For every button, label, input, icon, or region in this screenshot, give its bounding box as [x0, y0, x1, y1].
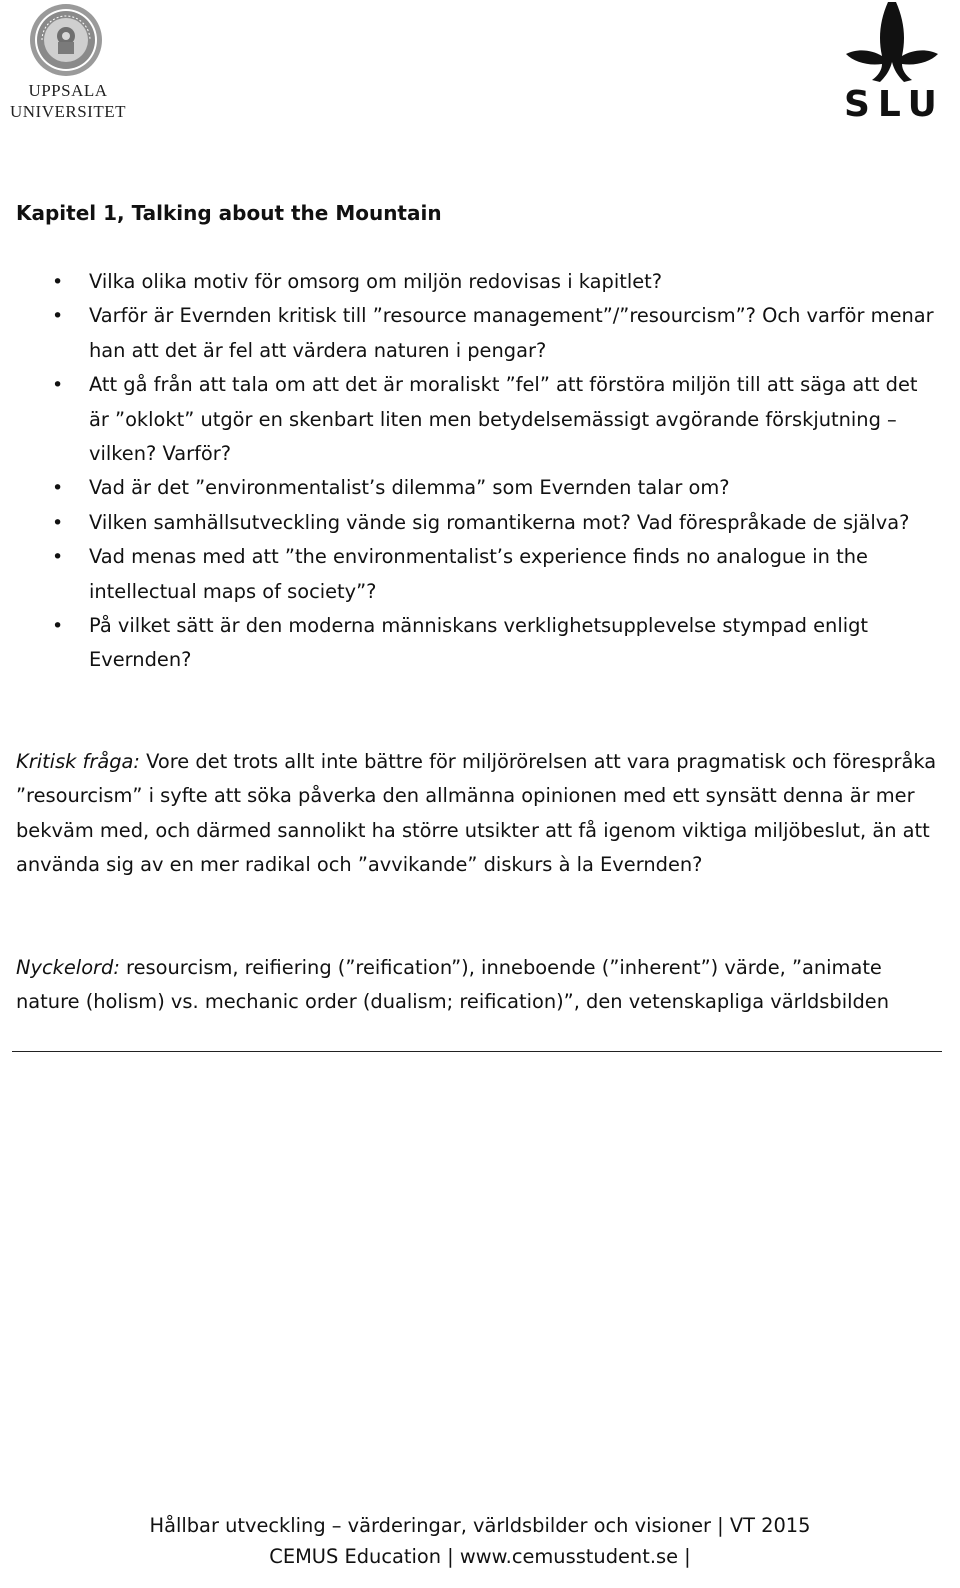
question-text: Vad menas med att ”the environmentalist’s experience finds no analogue in the intellectual maps of society”? — [89, 545, 868, 603]
bullet-icon: • — [52, 477, 64, 500]
slu-logo-text: SLU — [844, 84, 945, 120]
bullet-icon: • — [52, 271, 64, 293]
keywords-paragraph — [16, 951, 941, 1020]
question-text: Att gå från att tala om att det är moraliskt ”fel” att förstöra miljön till att säga att det är ”oklokt” utgör en skenbart liten men betydelsemässigt avgörande förskjutning – vilken? Varför? — [89, 373, 918, 466]
slu-logo — [842, 0, 956, 120]
footer-org-line: CEMUS Education | www.cemusstudent.se | — [269, 1545, 691, 1568]
list-item — [16, 299, 941, 368]
bullet-icon: • — [52, 511, 64, 534]
list-item — [16, 471, 941, 505]
list-item — [16, 609, 941, 678]
critical-question-label: Kritisk fråga: — [16, 750, 140, 773]
question-list — [16, 265, 941, 678]
question-text: Varför är Evernden kritisk till ”resource management”/”resourcism”? Och varför menar han att det är fel att värdera naturen i pengar? — [89, 304, 934, 362]
question-text: Vad är det ”environmentalist’s dilemma” som Evernden talar om? — [89, 476, 730, 500]
bullet-icon: • — [52, 305, 64, 328]
footer-course-line: Hållbar utveckling – värderingar, världsbilder och visioner | VT 2015 — [149, 1514, 811, 1537]
list-item — [16, 368, 941, 471]
uppsala-logo-line2: UNIVERSITET — [10, 102, 126, 121]
critical-question-paragraph — [16, 745, 941, 883]
divider — [12, 1051, 942, 1052]
bullet-icon: • — [52, 546, 64, 569]
question-text: Vilka olika motiv för omsorg om miljön redovisas i kapitlet? — [89, 270, 663, 293]
keywords-text: resourcism, reifiering (”reification”), inneboende (”inherent”) värde, ”animate nature (holism) vs. mechanic order (dualism; reification)”, den vetenskapliga världsbilden — [16, 956, 890, 1014]
critical-question-text: Vore det trots allt inte bättre för miljörörelsen att vara pragmatisk och förespråka ”resourcism” i syfte att söka påverka den allmänna opinionen med ett synsätt denna är mer bekväm med, och därmed sannolikt ha större utsikter att få igenom viktiga miljöbeslut, än att använda sig av en mer radikal och ”avvikande” diskurs à la Evernden? — [16, 750, 937, 877]
keywords-label: Nyckelord: — [16, 956, 120, 979]
list-item — [16, 265, 941, 299]
list-item — [16, 506, 941, 540]
list-item — [16, 540, 941, 609]
question-text: Vilken samhällsutveckling vände sig romantikerna mot? Vad förespråkade de själva? — [89, 510, 910, 534]
bullet-icon: • — [52, 374, 64, 397]
page-title: Kapitel 1, Talking about the Mountain — [16, 201, 442, 225]
uppsala-seal-icon — [28, 2, 104, 78]
uppsala-logo-line1: UPPSALA — [28, 81, 108, 100]
question-text: På vilket sätt är den moderna människans verklighetsupplevelse stympad enligt Evernden? — [89, 614, 869, 672]
bullet-icon: • — [52, 615, 64, 638]
uppsala-universitet-logo — [6, 2, 128, 120]
